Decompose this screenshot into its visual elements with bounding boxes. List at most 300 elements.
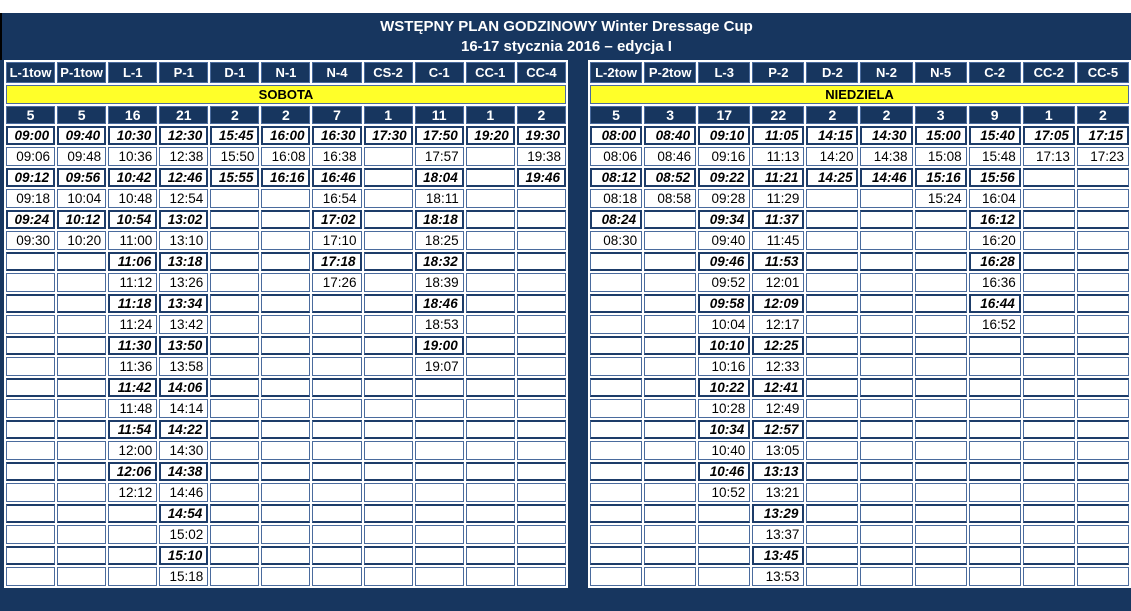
empty-cell [806, 252, 858, 271]
time-cell: 12:00 [108, 441, 157, 460]
empty-cell [590, 462, 642, 481]
time-cell: 09:46 [698, 252, 750, 271]
empty-cell [210, 231, 259, 250]
empty-cell [915, 336, 967, 355]
empty-cell [806, 567, 858, 586]
time-cell: 15:48 [969, 147, 1021, 166]
column-header-d-2: D-2 [806, 62, 858, 83]
empty-cell [806, 504, 858, 523]
time-cell: 11:37 [752, 210, 804, 229]
column-header-cc-2: CC-2 [1023, 62, 1075, 83]
empty-cell [364, 441, 413, 460]
empty-cell [517, 399, 566, 418]
empty-cell [210, 252, 259, 271]
time-cell: 08:52 [644, 168, 696, 187]
empty-cell [210, 546, 259, 565]
empty-cell [210, 525, 259, 544]
empty-cell [860, 525, 912, 544]
empty-cell [860, 294, 912, 313]
time-cell: 08:58 [644, 189, 696, 208]
empty-cell [6, 252, 55, 271]
empty-cell [1077, 483, 1129, 502]
empty-cell [915, 315, 967, 334]
empty-cell [415, 504, 464, 523]
time-cell: 17:57 [415, 147, 464, 166]
column-header-l-3: L-3 [698, 62, 750, 83]
empty-cell [364, 378, 413, 397]
empty-cell [108, 504, 157, 523]
empty-cell [698, 525, 750, 544]
empty-cell [590, 336, 642, 355]
time-cell: 08:24 [590, 210, 642, 229]
entry-count: 2 [261, 106, 310, 124]
empty-cell [466, 210, 515, 229]
time-cell: 14:14 [159, 399, 208, 418]
empty-cell [261, 231, 310, 250]
time-cell: 12:54 [159, 189, 208, 208]
time-cell: 11:18 [108, 294, 157, 313]
empty-cell [261, 525, 310, 544]
empty-cell [860, 189, 912, 208]
empty-cell [261, 294, 310, 313]
empty-cell [364, 189, 413, 208]
bottom-bar [0, 588, 1131, 611]
empty-cell [261, 483, 310, 502]
empty-cell [806, 357, 858, 376]
time-cell: 10:34 [698, 420, 750, 439]
empty-cell [806, 462, 858, 481]
time-cell: 13:21 [752, 483, 804, 502]
empty-cell [1023, 399, 1075, 418]
empty-cell [969, 546, 1021, 565]
time-cell: 09:52 [698, 273, 750, 292]
empty-cell [210, 336, 259, 355]
empty-cell [915, 546, 967, 565]
empty-cell [466, 420, 515, 439]
saturday-schedule-table [4, 60, 568, 588]
empty-cell [57, 546, 106, 565]
time-cell: 10:36 [108, 147, 157, 166]
empty-cell [312, 525, 361, 544]
time-cell: 10:12 [57, 210, 106, 229]
empty-cell [364, 504, 413, 523]
time-cell: 15:24 [915, 189, 967, 208]
empty-cell [57, 294, 106, 313]
time-cell: 18:18 [415, 210, 464, 229]
empty-cell [1077, 441, 1129, 460]
empty-cell [466, 189, 515, 208]
time-cell: 13:29 [752, 504, 804, 523]
empty-cell [806, 483, 858, 502]
time-cell: 09:48 [57, 147, 106, 166]
column-header-l-1tow: L-1tow [6, 62, 55, 83]
entry-count: 5 [57, 106, 106, 124]
time-cell: 11:45 [752, 231, 804, 250]
empty-cell [1077, 336, 1129, 355]
empty-cell [210, 462, 259, 481]
empty-cell [1077, 525, 1129, 544]
empty-cell [415, 525, 464, 544]
empty-cell [517, 315, 566, 334]
empty-cell [1023, 189, 1075, 208]
empty-cell [915, 294, 967, 313]
column-header-p-1tow: P-1tow [57, 62, 106, 83]
time-cell: 16:08 [261, 147, 310, 166]
column-header-n-2: N-2 [860, 62, 912, 83]
empty-cell [517, 294, 566, 313]
empty-cell [806, 231, 858, 250]
empty-cell [57, 399, 106, 418]
empty-cell [364, 483, 413, 502]
empty-cell [1077, 168, 1129, 187]
column-header-cc-1: CC-1 [466, 62, 515, 83]
time-cell: 08:46 [644, 147, 696, 166]
empty-cell [860, 273, 912, 292]
empty-cell [210, 399, 259, 418]
empty-cell [517, 210, 566, 229]
empty-cell [261, 336, 310, 355]
empty-cell [915, 504, 967, 523]
empty-cell [590, 252, 642, 271]
empty-cell [806, 210, 858, 229]
time-cell: 13:05 [752, 441, 804, 460]
entry-count: 2 [1077, 106, 1129, 124]
empty-cell [6, 441, 55, 460]
empty-cell [590, 399, 642, 418]
empty-cell [644, 441, 696, 460]
empty-cell [1023, 483, 1075, 502]
empty-cell [1077, 294, 1129, 313]
empty-cell [590, 420, 642, 439]
time-cell: 12:12 [108, 483, 157, 502]
empty-cell [57, 567, 106, 586]
time-cell: 14:25 [806, 168, 858, 187]
time-cell: 10:10 [698, 336, 750, 355]
empty-cell [644, 525, 696, 544]
entry-count: 5 [590, 106, 642, 124]
time-cell: 13:53 [752, 567, 804, 586]
time-cell: 14:15 [806, 126, 858, 145]
time-cell: 10:20 [57, 231, 106, 250]
time-cell: 09:40 [698, 231, 750, 250]
time-cell: 10:30 [108, 126, 157, 145]
empty-cell [969, 567, 1021, 586]
time-cell: 09:34 [698, 210, 750, 229]
time-cell: 11:05 [752, 126, 804, 145]
time-cell: 16:30 [312, 126, 361, 145]
empty-cell [57, 420, 106, 439]
empty-cell [57, 252, 106, 271]
empty-cell [466, 252, 515, 271]
empty-cell [1077, 546, 1129, 565]
empty-cell [860, 504, 912, 523]
empty-cell [1077, 504, 1129, 523]
empty-cell [6, 546, 55, 565]
time-cell: 10:16 [698, 357, 750, 376]
empty-cell [415, 462, 464, 481]
entry-count: 2 [806, 106, 858, 124]
empty-cell [364, 294, 413, 313]
time-cell: 09:24 [6, 210, 55, 229]
time-cell: 12:46 [159, 168, 208, 187]
empty-cell [364, 168, 413, 187]
time-cell: 16:36 [969, 273, 1021, 292]
empty-cell [466, 378, 515, 397]
empty-cell [1077, 420, 1129, 439]
empty-cell [644, 378, 696, 397]
empty-cell [860, 231, 912, 250]
empty-cell [1023, 525, 1075, 544]
empty-cell [517, 189, 566, 208]
empty-cell [1023, 441, 1075, 460]
empty-cell [261, 567, 310, 586]
empty-cell [1023, 546, 1075, 565]
empty-cell [1023, 504, 1075, 523]
entry-count: 3 [915, 106, 967, 124]
empty-cell [108, 567, 157, 586]
empty-cell [860, 483, 912, 502]
time-cell: 08:00 [590, 126, 642, 145]
empty-cell [57, 336, 106, 355]
empty-cell [261, 420, 310, 439]
empty-cell [806, 294, 858, 313]
empty-cell [644, 504, 696, 523]
empty-cell [466, 336, 515, 355]
empty-cell [364, 525, 413, 544]
time-cell: 13:45 [752, 546, 804, 565]
empty-cell [57, 273, 106, 292]
empty-cell [210, 441, 259, 460]
empty-cell [517, 525, 566, 544]
time-cell: 14:30 [860, 126, 912, 145]
column-header-p-2: P-2 [752, 62, 804, 83]
entry-count: 22 [752, 106, 804, 124]
empty-cell [590, 546, 642, 565]
column-header-c-1: C-1 [415, 62, 464, 83]
time-cell: 13:02 [159, 210, 208, 229]
empty-cell [57, 483, 106, 502]
time-cell: 19:30 [517, 126, 566, 145]
page-title: WSTĘPNY PLAN GODZINOWY Winter Dressage Cup [380, 18, 753, 35]
column-header-cc-5: CC-5 [1077, 62, 1129, 83]
empty-cell [312, 420, 361, 439]
time-cell: 09:00 [6, 126, 55, 145]
empty-cell [590, 315, 642, 334]
empty-cell [517, 252, 566, 271]
column-header-cs-2: CS-2 [364, 62, 413, 83]
empty-cell [466, 168, 515, 187]
time-cell: 08:12 [590, 168, 642, 187]
time-cell: 14:30 [159, 441, 208, 460]
time-cell: 11:21 [752, 168, 804, 187]
time-cell: 15:08 [915, 147, 967, 166]
entry-count: 17 [698, 106, 750, 124]
empty-cell [644, 399, 696, 418]
time-cell: 15:00 [915, 126, 967, 145]
empty-cell [210, 315, 259, 334]
time-cell: 17:23 [1077, 147, 1129, 166]
time-cell: 10:04 [698, 315, 750, 334]
entry-count: 2 [860, 106, 912, 124]
column-header-cc-4: CC-4 [517, 62, 566, 83]
empty-cell [6, 525, 55, 544]
empty-cell [590, 525, 642, 544]
time-cell: 09:30 [6, 231, 55, 250]
empty-cell [466, 273, 515, 292]
empty-cell [590, 294, 642, 313]
time-cell: 19:20 [466, 126, 515, 145]
empty-cell [860, 399, 912, 418]
empty-cell [261, 441, 310, 460]
empty-cell [1077, 357, 1129, 376]
time-cell: 15:56 [969, 168, 1021, 187]
time-cell: 17:05 [1023, 126, 1075, 145]
empty-cell [590, 273, 642, 292]
empty-cell [1023, 231, 1075, 250]
time-cell: 11:00 [108, 231, 157, 250]
time-cell: 15:50 [210, 147, 259, 166]
empty-cell [644, 357, 696, 376]
empty-cell [969, 441, 1021, 460]
time-cell: 11:06 [108, 252, 157, 271]
empty-cell [806, 441, 858, 460]
empty-cell [517, 231, 566, 250]
time-cell: 14:38 [159, 462, 208, 481]
empty-cell [210, 567, 259, 586]
entry-count: 21 [159, 106, 208, 124]
empty-cell [364, 336, 413, 355]
time-cell: 18:46 [415, 294, 464, 313]
empty-cell [364, 273, 413, 292]
time-cell: 12:06 [108, 462, 157, 481]
column-header-n-1: N-1 [261, 62, 310, 83]
empty-cell [915, 441, 967, 460]
empty-cell [915, 567, 967, 586]
empty-cell [466, 504, 515, 523]
empty-cell [6, 273, 55, 292]
time-cell: 08:06 [590, 147, 642, 166]
empty-cell [915, 231, 967, 250]
empty-cell [210, 210, 259, 229]
empty-cell [57, 378, 106, 397]
schedule-area [0, 60, 1131, 588]
empty-cell [860, 252, 912, 271]
time-cell: 08:40 [644, 126, 696, 145]
time-cell: 17:26 [312, 273, 361, 292]
empty-cell [210, 294, 259, 313]
time-cell: 12:33 [752, 357, 804, 376]
empty-cell [644, 546, 696, 565]
empty-cell [312, 483, 361, 502]
time-cell: 10:04 [57, 189, 106, 208]
empty-cell [312, 378, 361, 397]
column-header-l-2tow: L-2tow [590, 62, 642, 83]
column-header-d-1: D-1 [210, 62, 259, 83]
empty-cell [312, 336, 361, 355]
empty-cell [644, 252, 696, 271]
day-band: NIEDZIELA [590, 85, 1129, 104]
entry-count: 1 [364, 106, 413, 124]
empty-cell [517, 483, 566, 502]
table-separator [568, 60, 588, 588]
empty-cell [590, 378, 642, 397]
empty-cell [210, 504, 259, 523]
empty-cell [915, 357, 967, 376]
empty-cell [312, 399, 361, 418]
time-cell: 13:34 [159, 294, 208, 313]
time-cell: 12:09 [752, 294, 804, 313]
time-cell: 09:22 [698, 168, 750, 187]
empty-cell [6, 315, 55, 334]
empty-cell [6, 399, 55, 418]
empty-cell [1023, 315, 1075, 334]
empty-cell [364, 546, 413, 565]
empty-cell [915, 420, 967, 439]
time-cell: 12:57 [752, 420, 804, 439]
page-subtitle: 16-17 stycznia 2016 – edycja I [461, 38, 672, 55]
time-cell: 16:20 [969, 231, 1021, 250]
empty-cell [1023, 462, 1075, 481]
time-cell: 14:06 [159, 378, 208, 397]
empty-cell [364, 420, 413, 439]
time-cell: 09:58 [698, 294, 750, 313]
time-cell: 17:30 [364, 126, 413, 145]
empty-cell [644, 567, 696, 586]
empty-cell [860, 210, 912, 229]
empty-cell [6, 483, 55, 502]
empty-cell [860, 420, 912, 439]
empty-cell [517, 420, 566, 439]
time-cell: 18:11 [415, 189, 464, 208]
empty-cell [517, 546, 566, 565]
empty-cell [312, 294, 361, 313]
empty-cell [6, 357, 55, 376]
empty-cell [466, 483, 515, 502]
time-cell: 15:40 [969, 126, 1021, 145]
empty-cell [1077, 231, 1129, 250]
empty-cell [915, 252, 967, 271]
empty-cell [1023, 567, 1075, 586]
empty-cell [312, 462, 361, 481]
time-cell: 13:18 [159, 252, 208, 271]
empty-cell [644, 210, 696, 229]
empty-cell [57, 462, 106, 481]
empty-cell [210, 189, 259, 208]
time-cell: 17:15 [1077, 126, 1129, 145]
time-cell: 09:12 [6, 168, 55, 187]
time-cell: 17:18 [312, 252, 361, 271]
column-header-p-1: P-1 [159, 62, 208, 83]
column-header-n-4: N-4 [312, 62, 361, 83]
time-cell: 09:40 [57, 126, 106, 145]
empty-cell [915, 483, 967, 502]
empty-cell [590, 504, 642, 523]
time-cell: 19:46 [517, 168, 566, 187]
time-cell: 17:10 [312, 231, 361, 250]
empty-cell [590, 441, 642, 460]
empty-cell [969, 420, 1021, 439]
time-cell: 13:37 [752, 525, 804, 544]
empty-cell [1023, 378, 1075, 397]
empty-cell [364, 147, 413, 166]
entry-count: 5 [6, 106, 55, 124]
entry-count: 1 [466, 106, 515, 124]
time-cell: 10:28 [698, 399, 750, 418]
empty-cell [364, 462, 413, 481]
empty-cell [969, 525, 1021, 544]
empty-cell [590, 483, 642, 502]
empty-cell [1023, 210, 1075, 229]
